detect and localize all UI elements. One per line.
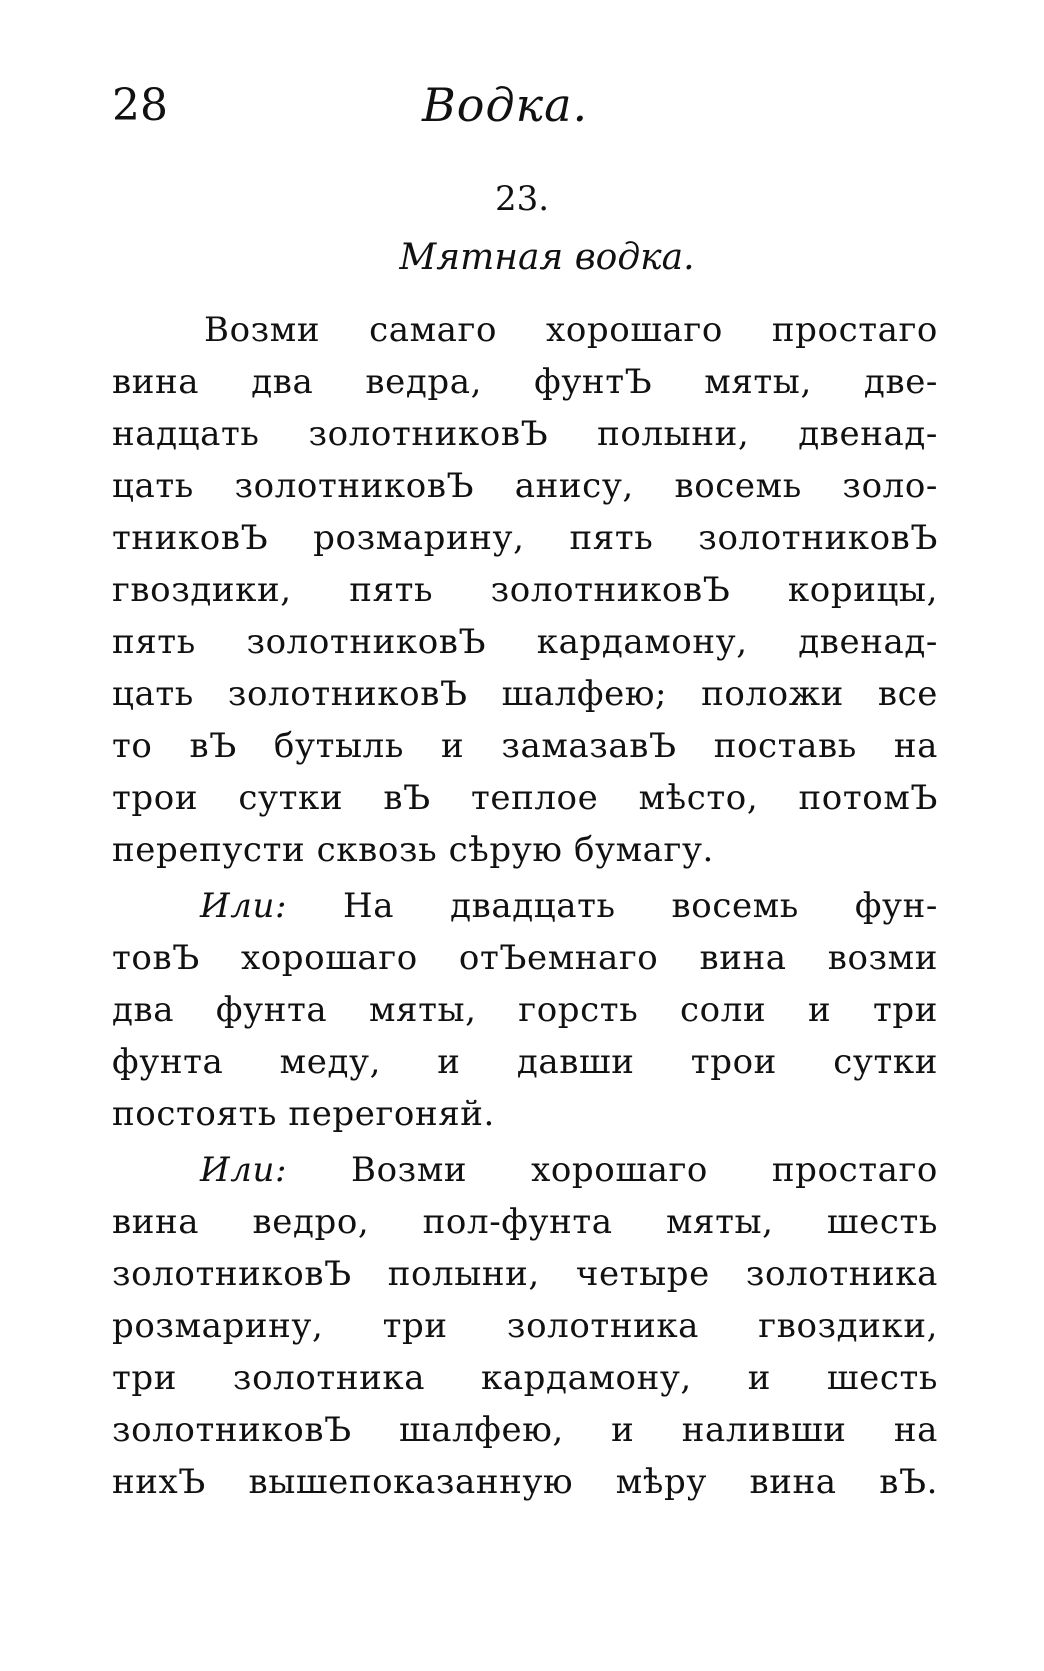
text-line-ili bbox=[200, 1144, 938, 1196]
text-line: два фунта мяты, горсть соли и три bbox=[112, 990, 938, 1030]
text-line-ili bbox=[200, 880, 938, 932]
text-line: золотниковЪ шалфею, и наливши на bbox=[112, 1410, 938, 1450]
running-head: Водка. bbox=[422, 78, 589, 132]
text-line: пять золотниковЪ кардамону, двенад- bbox=[112, 622, 938, 662]
text-line: вина ведро, пол-фунта мяты, шесть bbox=[112, 1202, 938, 1242]
text-line: нихЪ вышепоказанную мѣру вина вЪ. bbox=[112, 1462, 938, 1502]
section-number: 23. bbox=[494, 179, 550, 219]
text-line: постоять перегоняй. bbox=[112, 1094, 495, 1134]
text-line: цать золотниковЪ шалфею; положи все bbox=[112, 674, 938, 714]
text-line: золотниковЪ полыни, четыре золотника bbox=[112, 1254, 938, 1294]
page-number: 28 bbox=[112, 80, 168, 131]
text-segment: Возми хорошаго простаго bbox=[351, 1150, 938, 1190]
text-line: перепусти сквозь сѣрую бумагу. bbox=[112, 830, 714, 870]
text-line: то вЪ бутыль и замазавЪ поставь на bbox=[112, 726, 938, 766]
ili-label: Или: bbox=[200, 1150, 288, 1190]
text-segment: На двадцать восемь фун- bbox=[343, 886, 938, 926]
text-line: тниковЪ розмарину, пять золотниковЪ bbox=[112, 518, 938, 558]
text-line: три золотника кардамону, и шесть bbox=[112, 1358, 938, 1398]
text-line: вина два ведра, фунтЪ мяты, две- bbox=[112, 362, 938, 402]
text-line: трои сутки вЪ теплое мѣсто, потомЪ bbox=[112, 778, 938, 818]
ili-label: Или: bbox=[200, 886, 288, 926]
text-line: надцать золотниковЪ полыни, двенад- bbox=[112, 414, 938, 454]
text-line: розмарину, три золотника гвоздики, bbox=[112, 1306, 938, 1346]
text-line: Возми самаго хорошаго простаго bbox=[204, 310, 938, 350]
text-line: товЪ хорошаго отЪемнаго вина возми bbox=[112, 938, 938, 978]
text-line: цать золотниковЪ анису, восемь золо- bbox=[112, 466, 938, 506]
text-line: фунта меду, и давши трои сутки bbox=[112, 1042, 938, 1082]
section-title: Мятная водка. bbox=[399, 237, 695, 278]
text-line: гвоздики, пять золотниковЪ корицы, bbox=[112, 570, 938, 610]
